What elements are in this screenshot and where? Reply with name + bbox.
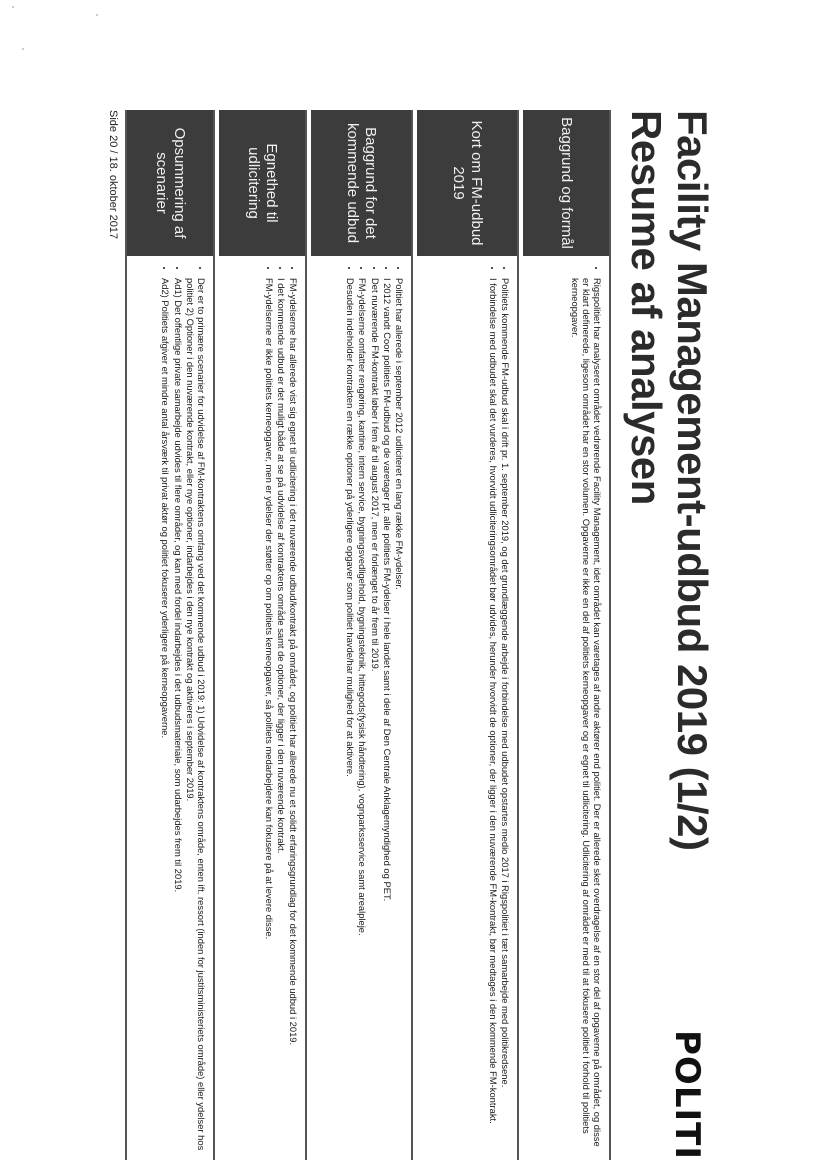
section-body bbox=[159, 266, 207, 1156]
rotated-slide bbox=[95, 110, 715, 1160]
section-kort-om-fm-udbud bbox=[417, 110, 519, 1160]
section-body bbox=[487, 266, 511, 1156]
section-body bbox=[568, 266, 603, 1156]
bullet-item: • Politiets kommende FM-udbud skal i drift pr. 1. september 2019, og det grundlæggende arbejde i forbindelse med udbudet opstartes medio 2017 i Rigspolitiet i tæt samarbejde med politikredsene. bbox=[500, 278, 511, 1156]
slide-title: Facility Management-udbud 2019 (1/2) Resume af analysen bbox=[623, 110, 716, 851]
bottom-divider bbox=[125, 110, 127, 1160]
section-label: Kort om FM-udbud 2019 bbox=[417, 110, 517, 256]
section-label: Baggrund og formål bbox=[523, 110, 609, 256]
bullet-item: • I 2012 vandt Coor politiets FM-udbud og de varetager pt. alle politiets FM-ydelser i hele landet samt i dele af Den Centrale Anklagemyndighed og PET. bbox=[382, 278, 393, 1156]
bullet-item: • Ad1) Det offentlige private samarbejde udvides til flere områder, og kan med fordel indarbejdes i det udbudsmateriale, som udarbejdes frem til 2019. bbox=[172, 278, 183, 1156]
bullet-item: • I det kommende udbud er det muligt både at se på udvidelse af kontraktens område samt de optioner, der ligger i den nuværende kontrakt. bbox=[276, 278, 287, 1156]
bullet-item: • Der er to primære scenarier for udvidelse af FM-kontraktens omfang ved det kommende udbud i 2019: 1) Udvidelse af kontraktens område, enten ift. ressort (inden for justitsministeriets område) eller ydelser hos politiet 2) Optioner i den nuværende kontrakt, eller nye optioner, indarbejdes i den nye kontrakt og aktiveres i september 2019. bbox=[185, 278, 207, 1156]
section-label: Egnethed til udlicitering bbox=[219, 110, 305, 256]
bullet-list bbox=[488, 266, 511, 1156]
section-baggrund-og-formaal bbox=[523, 110, 611, 1160]
section-egnethed-til-udlicitering bbox=[219, 110, 307, 1160]
bullet-item: • FM-ydelserne er ikke politiets kerneopgaver, men er ydelser der støtter op om politiets kerneopgaver, så politiets medarbejdere kan fokusere på at levere disse. bbox=[263, 278, 274, 1156]
bullet-item: • FM-ydelserne omfatter rengøring, kantine, intern service, bygningsvedligehold, bygningsteknik, hittegods(fysisk håndtering), vognparksservice samt arealpleje. bbox=[357, 278, 368, 1156]
bullet-item: • Rigspolitiet har analyseret området vedrørende Facility Management, idet området kan varetages af andre aktører end politiet. Der er allerede sket overdragelse af en stor del af opgaverne på området, og disse er klart definerede, ligesom området har en stor volumen. Opgaverne er ikke en del af politiets kerneopgaver og er egnet til udlicitering. Udlicitering af området er med til at fokusere politiet i forhold til politiets kerneopgaver. bbox=[569, 278, 603, 1156]
bullet-item: • Ad2) Politiets afgiver et mindre antal årsværk til privat aktør og politiet fokuserer yderligere på kerneopgaverne. bbox=[160, 278, 171, 1156]
bullet-list bbox=[263, 266, 299, 1156]
bullet-item: • FM-ydelserne har allerede vist sig egnet til udlicitering i det nuværende udbud/kontrakt på området, og politiet har allerede nu et solidt erfaringsgrundlag for det kommende udbud i 2019. bbox=[288, 278, 299, 1156]
section-baggrund-for-det-kommende-udbud bbox=[311, 110, 413, 1160]
scan-speck bbox=[22, 48, 24, 50]
section-opsummering-af-scenarier bbox=[127, 110, 215, 1160]
scan-speck bbox=[96, 14, 98, 16]
section-body bbox=[262, 266, 299, 1156]
page-footer: Side 20 / 18. oktober 2017 bbox=[107, 110, 119, 240]
section-label: Opsummering af scenarier bbox=[127, 110, 213, 256]
section-label: Baggrund for det kommende udbud bbox=[311, 110, 411, 256]
bullet-list bbox=[160, 266, 207, 1156]
bullet-item: • I forbindelse med udbudet skal det vurderes, hvorvidt udliciteringsområdet bør udvides, herunder hvorvidt de optioner, der ligger i den nuværende FM-kontrakt, bør medtages i den kommende FM-kontrakt. bbox=[488, 278, 499, 1156]
bullet-list bbox=[569, 266, 603, 1156]
section-body bbox=[344, 266, 405, 1156]
bullet-list bbox=[345, 266, 405, 1156]
bullet-item: • Det nuværende FM-kontrakt løber i fem år til august 2017, men er forlænget to år frem til 2019. bbox=[369, 278, 380, 1156]
politi-logo: POLITI bbox=[667, 1030, 707, 1160]
scan-speck bbox=[12, 6, 14, 8]
bullet-item: • Desuden indeholder kontrakten en række optioner på yderligere opgaver som politiet havde/har mulighed for at aktivere. bbox=[345, 278, 356, 1156]
bullet-item: • Politiet har allerede i september 2012 udliciteret en lang række FM-ydelser. bbox=[394, 278, 405, 1156]
